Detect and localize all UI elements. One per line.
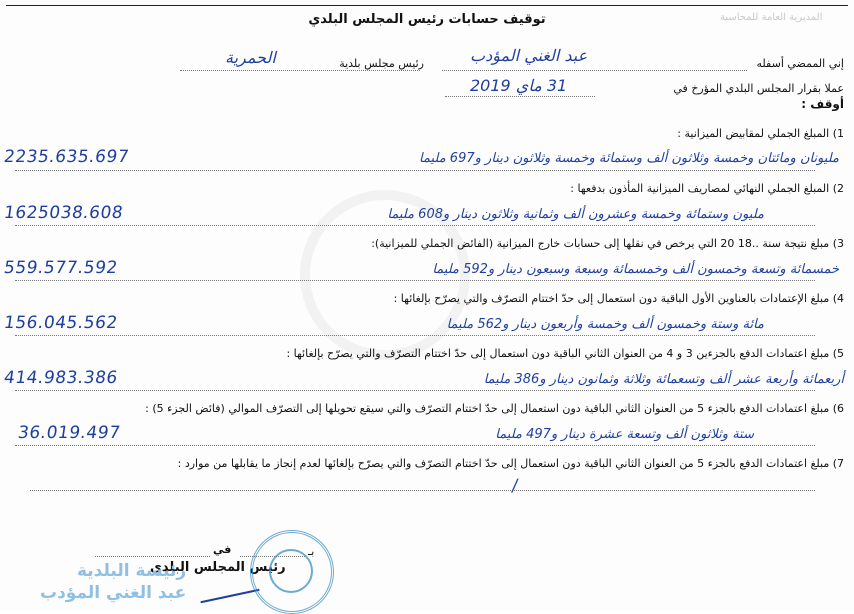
stop-label: أوقف :: [801, 97, 844, 111]
municipality-name: الحمرية: [225, 48, 276, 67]
item-1-label: 1) المبلغ الجملي لمقابيض الميزانية :: [677, 127, 844, 140]
place-label: بـ: [308, 545, 315, 558]
item-6-words: ستة وثلاثون ألف وتسعة عشرة دينار و497 مليما: [495, 427, 754, 442]
item-3-label: 3) مبلغ نتيجة سنة ..18 20 التي يرخص في نقلها إلى حسابات خارج الميزانية (الفائض الجملي للميزانية):: [371, 237, 844, 250]
item-4-dots: [15, 335, 815, 336]
signer-label: إني الممضي أسفله: [756, 57, 844, 70]
item-1-dots: [15, 170, 815, 171]
item-6-amount: 36.019.497: [16, 423, 122, 443]
item-7-label: 7) مبلغ اعتمادات الدفع بالجزء 5 من العنوان الثاني الباقية دون استعمال إلى حدّ اختتام التصرّف والتي يصرّح بإلغائها لعدم إنجاز ما يقابلها من موارد :: [177, 457, 844, 470]
item-1-amount: 2235.635.697: [2, 147, 131, 167]
item-3-words: خمسمائة وتسعة وخمسون ألف وخمسمائة وسبعة وسبعون دينار و592 مليما: [432, 262, 839, 277]
faded-header-text: المديرية العامة للمحاسبة: [720, 12, 823, 23]
item-7-amount: /: [510, 476, 520, 496]
item-4-words: مائة وستة وخمسون ألف وخمسة وأربعون دينار و562 مليما: [446, 317, 764, 332]
mayor-label: رئيس مجلس بلدية: [339, 57, 424, 70]
item-4-amount: 156.045.562: [2, 313, 120, 333]
seal-line-1: رئيسة البلدية: [76, 561, 187, 581]
official-stamp: [250, 530, 334, 614]
item-2-words: مليون وستمائة وخمسة وعشرون ألف وثمانية وثلاثون دينار و608 مليما: [387, 207, 764, 222]
date-label: في: [213, 543, 232, 556]
mayor-seal: [40, 560, 186, 604]
seal-line-2: عبد الغني المؤدب: [40, 583, 187, 603]
document-title: توقيف حسابات رئيس المجلس البلدي: [308, 12, 546, 27]
item-3-amount: 559.577.592: [2, 258, 120, 278]
item-3-dots: [15, 280, 815, 281]
signature-stroke: [200, 589, 259, 603]
stamp-inner-ring: [269, 549, 313, 593]
item-7-dots: [30, 490, 815, 491]
top-border: [6, 5, 848, 6]
item-5-amount: 414.983.386: [2, 368, 120, 388]
signer-dots: [442, 70, 747, 71]
item-2-dots: [15, 225, 815, 226]
item-5-label: 5) مبلغ اعتمادات الدفع بالجزءين 3 و 4 من العنوان الثاني الباقية دون استعمال إلى حدّ اختتام التصرّف والتي يصرّح بإلغائها :: [286, 347, 844, 360]
item-5-dots: [15, 390, 815, 391]
signer-name: عبد الغني المؤدب: [470, 46, 588, 65]
municipality-dots: [180, 70, 420, 71]
item-2-amount: 1625038.608: [2, 203, 125, 223]
item-2-label: 2) المبلغ الجملي النهائي لمصاريف الميزانية المأذون بدفعها :: [570, 182, 844, 195]
item-1-words: مليونان ومائتان وخمسة وثلاثون ألف وستمائة وخمسة وثلاثون دينار و697 مليما: [418, 151, 839, 166]
signature-title: رئيس المجلس البلدي: [150, 560, 286, 575]
item-6-label: 6) مبلغ اعتمادات الدفع بالجزء 5 من العنوان الثاني الباقية دون استعمال إلى حدّ اختتام التصرّف والتي سيقع تحويلها إلى التصرّف الموالي (فائض الجزء 5) :: [145, 402, 844, 415]
item-5-words: أربعمائة وأربعة عشر ألف وتسعمائة وثلاثة وثمانون دينار و386 مليما: [483, 372, 844, 387]
item-4-label: 4) مبلغ الإعتمادات بالعناوين الأول الباقية دون استعمال إلى حدّ اختتام التصرّف والتي يصرّح بإلغائها :: [393, 292, 844, 305]
decision-date: 31 ماي 2019: [470, 76, 568, 95]
decision-date-dots: [445, 96, 595, 97]
date-dots: [95, 556, 210, 557]
item-6-dots: [15, 445, 815, 446]
decision-label: عملا بقرار المجلس البلدي المؤرخ في: [673, 82, 844, 95]
